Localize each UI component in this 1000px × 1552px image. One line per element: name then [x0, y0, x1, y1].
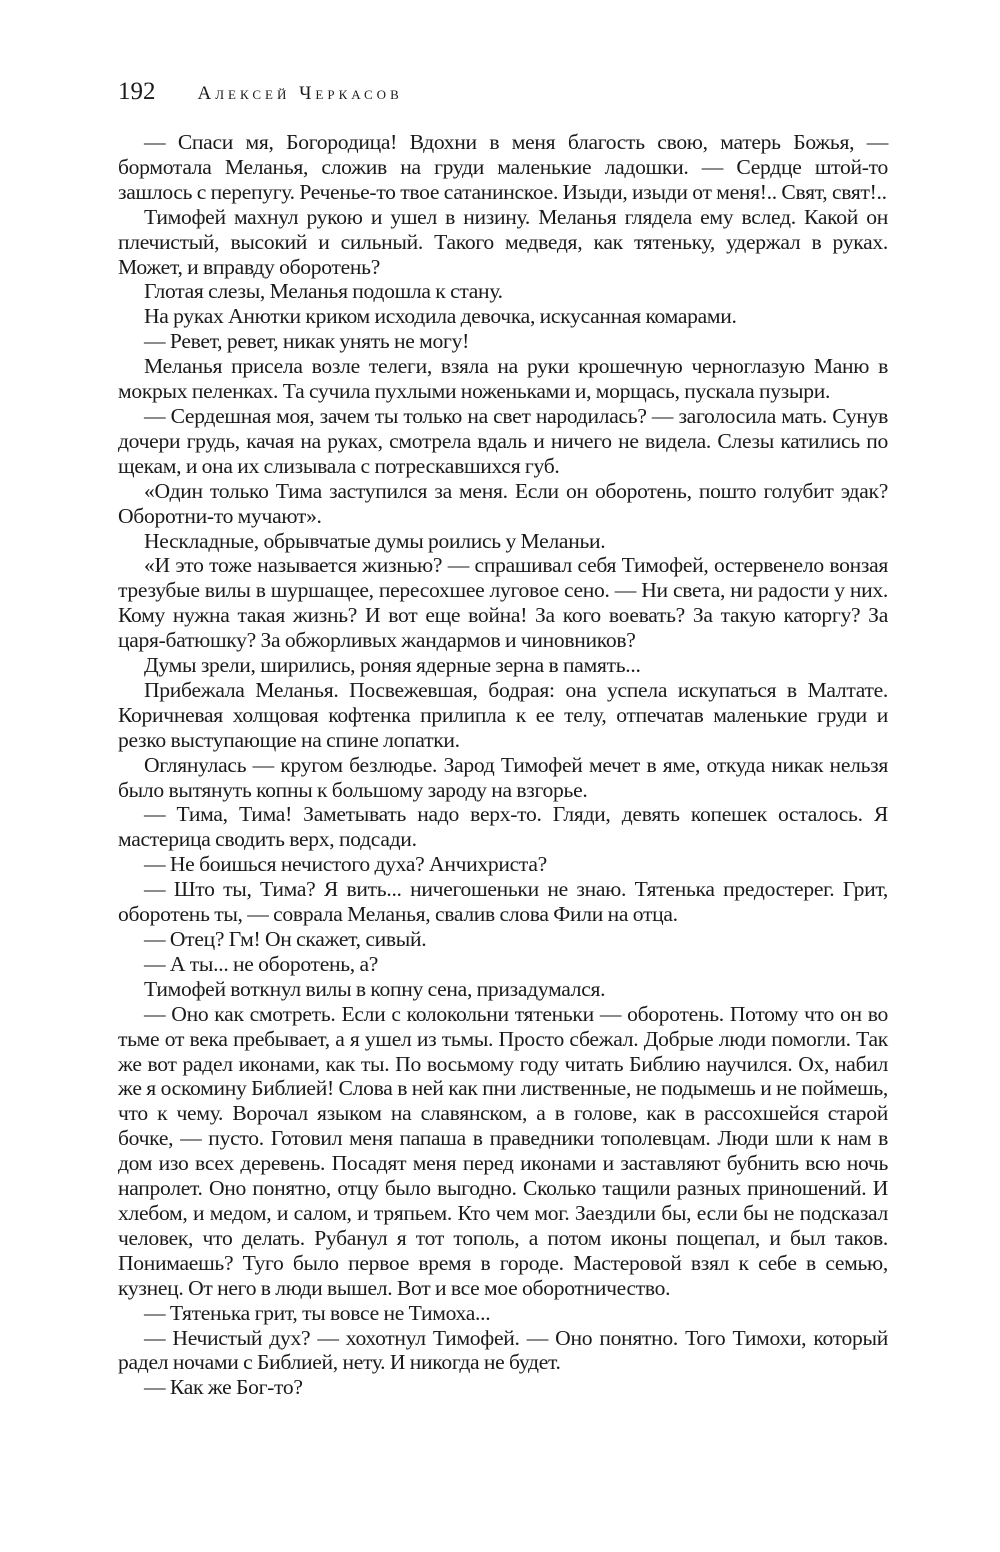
paragraph: — Што ты, Тима? Я вить... ничегошеньки не знаю. Тятенька предостерег. Грит, оборотень ты, — соврала Меланья, свалив слова Фили на отца. [118, 877, 888, 927]
author-name: Алексей Черкасов [197, 83, 403, 104]
paragraph: Оглянулась — кругом безлюдье. Зарод Тимофей мечет в яме, откуда никак нельзя было вытянуть копны к большому зароду на взгорье. [118, 752, 888, 802]
paragraph: Прибежала Меланья. Посвежевшая, бодрая: она успела искупаться в Малтате. Коричневая холщовая кофтенка прилипла к ее телу, отпечатав маленькие груди и резко выступающие на спине лопатки. [118, 677, 888, 752]
paragraph: Нескладные, обрывчатые думы роились у Меланьи. [144, 528, 606, 553]
paragraph: — Нечистый дух? — хохотнул Тимофей. — Оно понятно. Того Тимохи, который радел ночами с Библией, нету. И никогда не будет. [118, 1325, 888, 1375]
paragraph: Меланья присела возле телеги, взяла на руки крошечную черноглазую Маню в мокрых пеленках. Та сучила пухлыми ноженьками и, морщась, пускала пузыри. [118, 354, 888, 404]
paragraph: — А ты... не оборотень, а? [144, 951, 379, 976]
paragraph: Тимофей махнул рукою и ушел в низину. Меланья глядела ему вслед. Какой он плечистый, высокий и сильный. Такого медведя, как тятеньку, удержал в руках. Может, и вправду оборотень? [118, 204, 888, 279]
page-number: 192 [118, 78, 156, 105]
paragraph: — Ревет, ревет, никак унять не могу! [144, 329, 469, 354]
paragraph: — Как же Бог-то? [144, 1375, 303, 1400]
paragraph: Тимофей воткнул вилы в копну сена, призадумался. [144, 976, 606, 1001]
paragraph: — Спаси мя, Богородица! Вдохни в меня благость свою, матерь Божья, — бормотала Меланья, сложив на груди маленькие ладошки. — Сердце штой-то зашлось с перепугу. Реченье-то твое сатанинское. Изыди, изыди от меня!.. Свят, свят!.. [118, 130, 888, 204]
paragraph: Глотая слезы, Меланья подошла к стану. [144, 279, 503, 304]
body-text [118, 130, 888, 1400]
paragraph: — Оно как смотреть. Если с колокольни тятеньки — оборотень. Потому что он во тьме от века пребывает, а я ушел из тьмы. Просто сбежал. Добрые люди помогли. Так же вот радел иконами, как ты. По восьмому году читать Библию научился. Ох, набил же я оскомину Библией! Слова в ней как пни лиственные, не подымешь и не поймешь, что к чему. Ворочал языком на славянском, а в голове, как в рассохшейся старой бочке, — пусто. Готовил меня папаша в праведники тополевцам. Люди шли к нам в дом изо всех деревень. Посадят меня перед иконами и заставляют бубнить всю ночь напролет. Оно понятно, отцу было выгодно. Сколько тащили разных приношений. И хлебом, и медом, и салом, и тряпьем. Кто чем мог. Заездили бы, если бы не подсказал человек, что делать. Рубанул я тот тополь, а потом иконы пощепал, и был таков. Понимаешь? Туго было первое время в городе. Мастеровой взял к себе в семью, кузнец. От него в люди вышел. Вот и все мое оборотничество. [118, 1001, 888, 1300]
paragraph: Думы зрели, ширились, роняя ядерные зерна в память... [144, 653, 641, 678]
paragraph: На руках Анютки криком исходила девочка, искусанная комарами. [144, 304, 737, 329]
paragraph: «Один только Тима заступился за меня. Если он оборотень, пошто голубит эдак? Оборотни-то мучают». [118, 478, 888, 528]
paragraph: — Сердешная моя, зачем ты только на свет народилась? — заголосила мать. Сунув дочери грудь, качая на руках, смотрела вдаль и ничего не видела. Слезы катились по щекам, и она их слизывала с потрескавшихся губ. [118, 403, 888, 478]
book-page [118, 78, 888, 1400]
running-header [118, 78, 888, 122]
paragraph: — Не боишься нечистого духа? Анчихриста? [144, 852, 547, 877]
paragraph: — Тятенька грит, ты вовсе не Тимоха... [144, 1300, 491, 1325]
paragraph: «И это тоже называется жизнью? — спрашивал себя Тимофей, остервенело вонзая трезубые вилы в шуршащее, пересохшее луговое сено. — Ни света, ни радости у них. Кому нужна такая жизнь? И вот еще война! За кого воевать? За такую каторгу? За царя-батюшку? За обжорливых жандармов и чиновников? [118, 553, 888, 653]
paragraph: — Отец? Гм! Он скажет, сивый. [144, 927, 427, 951]
paragraph: — Тима, Тима! Заметывать надо верх-то. Гляди, девять копешек осталось. Я мастерица сводить верх, подсади. [118, 802, 888, 852]
